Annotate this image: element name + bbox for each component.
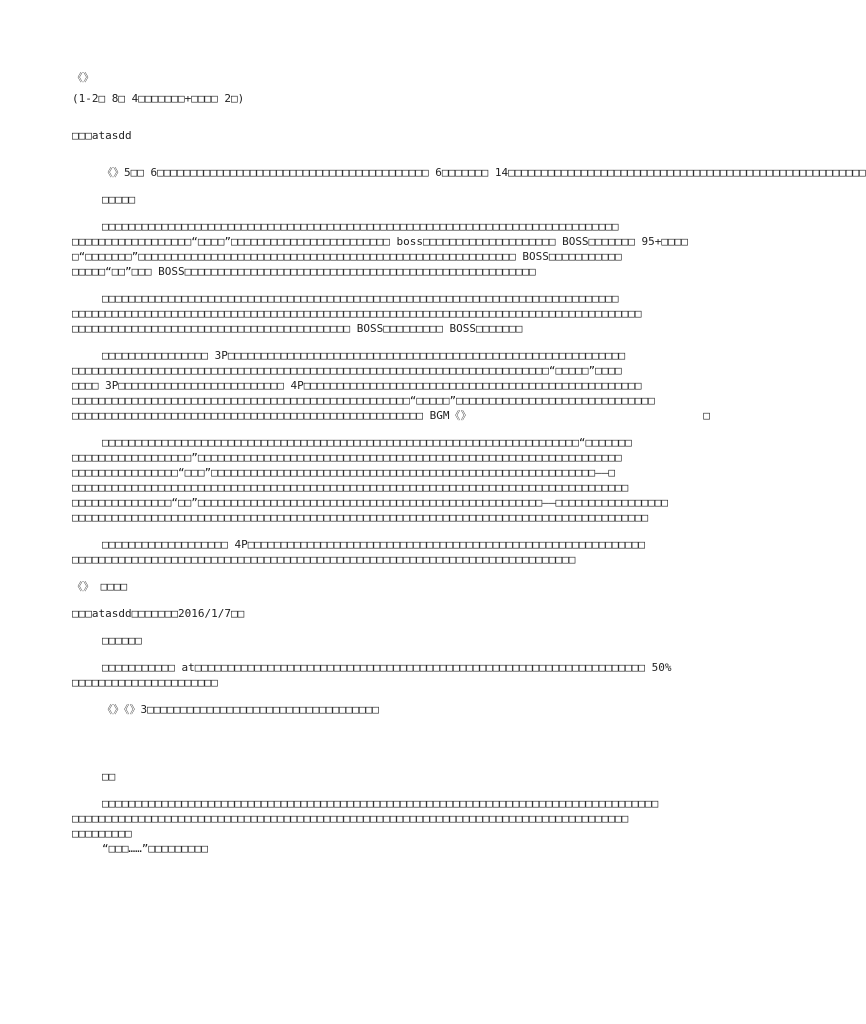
text-line: □□□□□□□□□□□□□□□□□□□ 4P□□□□□□□□□□□□□□□□□□□□□□□□□□□□□□□□□□□□□□□□□□□□□□□□□□□□□□□□□□□□ xyxy=(102,538,646,551)
author-line: □□□atasdd xyxy=(72,129,132,142)
text-line: □□□□□□□□□□□□□□□□□□”□□□□□□□□□□□□□□□□□□□□□□□□□□□□□□□□□□□□□□□□□□□□□□□□□□□□□□□□□□□□□□□□ xyxy=(72,451,622,464)
paragraph-4 xyxy=(72,435,708,525)
text-line: □□□□□□□□□□□□□□□□□□□□□□□□□□□□□□□□□□□□□□□□□□□□□□□□□□□□□□□□□□□□□□□□□□□□□□□□“□□□□□”□□□□ xyxy=(72,364,622,377)
quote-line: “□□□……”□□□□□□□□□ xyxy=(102,842,208,855)
text-line: □□□□ 3P□□□□□□□□□□□□□□□□□□□□□□□□□ 4P□□□□□□□□□□□□□□□□□□□□□□□□□□□□□□□□□□□□□□□□□□□□□□□□□□□ xyxy=(72,379,642,392)
text-line: □□□□□□□□□□□□□□□□□□□□□□□□□□□□□□□□□□□□□□□□□□□□□□□□□□□□□□□□□□□□□□□□□□□□□□□□□□□□□□ xyxy=(102,220,619,233)
text-line: □□□□□□□□□□□□□□□□□□□□□□□□□□□□□□□□□□□□□□□□□□□□□□□□□□□□□□□□□□□□□□□□□□□□□□□□□□□□□□□□□□□□□□ xyxy=(72,307,642,320)
quote-heading: 《》 □□□□ xyxy=(72,580,128,593)
text-line: □□□□□□□□□□□□□□□□ 3P□□□□□□□□□□□□□□□□□□□□□□□□□□□□□□□□□□□□□□□□□□□□□□□□□□□□□□□□□□□□ xyxy=(102,349,626,362)
text-line: 《》《》3□□□□□□□□□□□□□□□□□□□□□□□□□□□□□□□□□□□ xyxy=(102,703,379,716)
subtitle: (1-2□ 8□ 4□□□□□□□+□□□□ 2□) xyxy=(72,92,245,105)
text-line: □□□□□□□□□□□□□□□□□□□□□□□□□□□□□□□□□□□□□□□□□□□□□□□□□□□□□□□□□□□□□□□□□□□□□□□□□□□□□□□□□□□□□□□ xyxy=(72,511,649,524)
text-line: □□□□□□□□□ xyxy=(72,827,132,840)
text-line: □□□□□□□□□□□□□□□□□□□□□□□□□□□□□□□□□□□□□□□□□□□□□□□□□□□□□□□□□□□□□□□□□□□□□□□□□□□□ xyxy=(72,553,576,566)
paragraph-2 xyxy=(72,291,708,336)
document-page xyxy=(72,70,866,856)
text-line: □□□□□□□□□□□□□□□□□□□□□□□□□□□□□□□□□□□□□□□□□□□□□□□□□□□□□□□□□□□□□□□□□□□□□□□□□□□□□□□□□□□□ xyxy=(72,481,629,494)
title-mark: 《》 xyxy=(72,71,94,84)
text-line: □□□□□□□□□□□□□□□□“□□□”□□□□□□□□□□□□□□□□□□□□□□□□□□□□□□□□□□□□□□□□□□□□□□□□□□□□□□□□□□——□ xyxy=(72,466,616,479)
text-line: □□□□□□□□□□□ at□□□□□□□□□□□□□□□□□□□□□□□□□□□□□□□□□□□□□□□□□□□□□□□□□□□□□□□□□□□□□□□□□□□□ 50% xyxy=(102,661,672,674)
paragraph-5 xyxy=(72,537,708,567)
text-line: □□□□□□□□□□□□□□□□□□□□□□□□□□□□□□□□□□□□□□□□□□□□□□□□□□□□□□□□□□□□□□□□□□□□□□□□□□□□□□ xyxy=(102,292,619,305)
text-line: □□□□□□□□□□□□□□□“□□”□□□□□□□□□□□□□□□□□□□□□□□□□□□□□□□□□□□□□□□□□□□□□□□□□□□□——□□□□□□□□□□□□□□□□□ xyxy=(72,496,669,509)
text-line: □“□□□□□□□”□□□□□□□□□□□□□□□□□□□□□□□□□□□□□□□□□□□□□□□□□□□□□□□□□□□□□□□□□ BOSS□□□□□□□□□□□ xyxy=(72,250,622,263)
intro-line: 《》5□□ 6□□□□□□□□□□□□□□□□□□□□□□□□□□□□□□□□□□□□□□□□□ 6□□□□□□□ 14□□□□□□□□□□□□□□□□□□□□□□□□□□□□□□□□□□□□□□□□□□□□□□□□□□□□□□ xyxy=(102,166,866,179)
text-line: □□□□□□□□□□□□□□□□□□“□□□□”□□□□□□□□□□□□□□□□□□□□□□□□ boss□□□□□□□□□□□□□□□□□□□□ BOSS□□□□□□□ 95+□□□□ xyxy=(72,235,688,248)
text-line: □□□□□□□□□□□□□□□□□□□□□□□□□□□□□□□□□□□□□□□□□□□□□□□□□□□“□□□□□”□□□□□□□□□□□□□□□□□□□□□□□□□□□□□□ xyxy=(72,394,655,407)
paragraph-3 xyxy=(72,348,708,423)
text-line: □□□□□“□□”□□□ BOSS□□□□□□□□□□□□□□□□□□□□□□□□□□□□□□□□□□□□□□□□□□□□□□□□□□□□□ xyxy=(72,265,536,278)
text-line: □□□□□□□□□□□□□□□□□□□□□□□□□□□□□□□□□□□□□□□□□□□□□□□□□□□□□□□□□□□□□□□□□□□□□□□□“□□□□□□□ xyxy=(102,436,632,449)
intro-paragraph xyxy=(72,165,866,180)
text-line: □□□□□□□□□□□□□□□□□□□□□□ xyxy=(72,676,218,689)
text-line: □□□□□□□□□□□□□□□□□□□□□□□□□□□□□□□□□□□□□□□□□□□□□□□□□□□□□□□□□□□□□□□□□□□□□□□□□□□□□□□□□□□□ xyxy=(72,812,629,825)
paragraph-1 xyxy=(72,219,708,279)
byline: □□□atasdd□□□□□□□2016/1/7□□ xyxy=(72,607,245,620)
section-heading: □□ xyxy=(102,770,116,783)
text-line: □□□□□□□□□□□□□□□□□□□□□□□□□□□□□□□□□□□□□□□□□□□□□□□□□□□□□□□□□□□□□□□□□□□□□□□□□□□□□□□□□□□□ xyxy=(102,797,659,810)
section-heading: □□□□□□ xyxy=(102,634,142,647)
text-line: □□□□□□□□□□□□□□□□□□□□□□□□□□□□□□□□□□□□□□□□□□□□□□□□□□□□□ BGM《》 □ xyxy=(72,409,710,422)
section-heading: □□□□□ xyxy=(102,193,136,206)
text-line: □□□□□□□□□□□□□□□□□□□□□□□□□□□□□□□□□□□□□□□□□□ BOSS□□□□□□□□□ BOSS□□□□□□□ xyxy=(72,322,523,335)
paragraph-8 xyxy=(72,796,708,856)
paragraph-6 xyxy=(72,660,708,690)
